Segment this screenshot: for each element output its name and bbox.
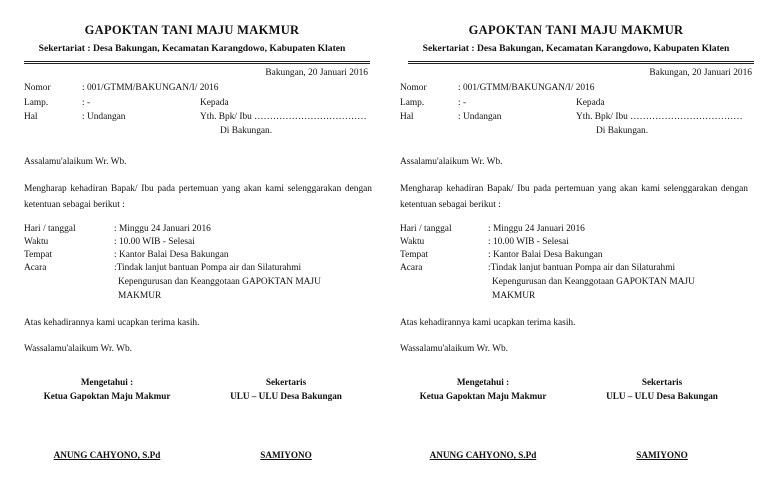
thanks-text: Atas kehadirannya kami ucapkan terima kasih. — [24, 318, 200, 328]
sign-left-role: Ketua Gapoktan Maju Makmur — [43, 391, 171, 401]
waktu-label: Waktu — [24, 237, 49, 247]
hal-label: Hal — [400, 112, 414, 122]
lamp-label: Lamp. — [400, 98, 425, 108]
nomor-label: Nomor — [400, 83, 427, 93]
header-rule — [24, 61, 370, 62]
org-name: GAPOKTAN TANI MAJU MAKMUR — [468, 23, 684, 37]
sign-left-role: Ketua Gapoktan Maju Makmur — [419, 391, 547, 401]
sign-left-name: ANUNG CAHYONO, S.Pd — [429, 450, 537, 460]
waktu-value: : 10.00 WIB - Selesai — [114, 237, 195, 247]
acara-value-line-2: Kepengurusan dan Keanggotaan GAPOKTAN MAJU — [118, 277, 321, 287]
header-rule — [408, 61, 754, 62]
letter-date: Bakungan, 20 Januari 2016 — [265, 68, 368, 78]
hari-label: Hari / tanggal — [400, 224, 452, 234]
tempat-label: Tempat — [400, 250, 428, 260]
acara-value-line-3: MAKMUR — [118, 291, 162, 301]
sign-right-name: SAMIYONO — [636, 450, 688, 460]
hari-label: Hari / tanggal — [24, 224, 76, 234]
invitation-letter-right — [384, 0, 768, 501]
acara-value-line-1: :Tindak lanjut bantuan Pompa air dan Silaturahmi — [114, 263, 302, 273]
sign-right-name: SAMIYONO — [260, 450, 312, 460]
sign-right-title: Sekertaris — [265, 377, 307, 387]
sign-left-title: Mengetahui : — [456, 377, 510, 387]
lamp-label: Lamp. — [24, 98, 49, 108]
tempat-value: : Kantor Balai Desa Bakungan — [488, 250, 603, 260]
nomor-value: : 001/GTMM/BAKUNGAN/I/ 2016 — [458, 83, 595, 93]
acara-label: Acara — [24, 263, 47, 273]
letter-date: Bakungan, 20 Januari 2016 — [649, 68, 752, 78]
closing-text: Wassalamu'alaikum Wr. Wb. — [24, 344, 132, 354]
sign-right-title: Sekertaris — [641, 377, 683, 387]
hal-value: : Undangan — [458, 112, 502, 122]
sign-right-role: ULU – ULU Desa Bakungan — [606, 391, 718, 401]
recipient-line: Yth. Bpk/ Ibu ……………………………… — [576, 112, 743, 122]
recipient-place: Di Bakungan. — [220, 126, 273, 136]
thanks-text: Atas kehadirannya kami ucapkan terima kasih. — [400, 318, 576, 328]
body-paragraph: Mengharap kehadiran Bapak/ Ibu pada pertemuan yang akan kami selenggarakan dengan ketentuan sebagai berikut : — [400, 184, 748, 210]
header-rule — [408, 63, 754, 64]
acara-value-line-1: :Tindak lanjut bantuan Pompa air dan Silaturahmi — [488, 263, 676, 273]
sign-left-title: Mengetahui : — [80, 377, 134, 387]
body-paragraph: Mengharap kehadiran Bapak/ Ibu pada pertemuan yang akan kami selenggarakan dengan ketentuan sebagai berikut : — [24, 184, 372, 210]
nomor-label: Nomor — [24, 83, 51, 93]
hari-value: : Minggu 24 Januari 2016 — [488, 224, 585, 234]
greeting: Assalamu'alaikum Wr. Wb. — [400, 157, 503, 167]
secretariat-address: Sekertariat : Desa Bakungan, Kecamatan Karangdowo, Kabupaten Klaten — [422, 43, 730, 54]
lamp-value: : - — [458, 98, 467, 108]
lamp-value: : - — [82, 98, 91, 108]
header-rule — [24, 63, 370, 64]
kepada-text: Kepada — [200, 98, 229, 108]
hal-value: : Undangan — [82, 112, 126, 122]
acara-value-line-2: Kepengurusan dan Keanggotaan GAPOKTAN MAJU — [492, 277, 695, 287]
sign-right-role: ULU – ULU Desa Bakungan — [230, 391, 342, 401]
acara-label: Acara — [400, 263, 423, 273]
closing-text: Wassalamu'alaikum Wr. Wb. — [400, 344, 508, 354]
secretariat-address: Sekertariat : Desa Bakungan, Kecamatan Karangdowo, Kabupaten Klaten — [38, 43, 346, 54]
nomor-value: : 001/GTMM/BAKUNGAN/I/ 2016 — [82, 83, 219, 93]
waktu-label: Waktu — [400, 237, 425, 247]
recipient-line: Yth. Bpk/ Ibu ……………………………… — [200, 112, 367, 122]
kepada-text: Kepada — [576, 98, 605, 108]
hal-label: Hal — [24, 112, 38, 122]
tempat-value: : Kantor Balai Desa Bakungan — [114, 250, 229, 260]
tempat-label: Tempat — [24, 250, 52, 260]
acara-value-line-3: MAKMUR — [492, 291, 536, 301]
sign-left-name: ANUNG CAHYONO, S.Pd — [53, 450, 161, 460]
waktu-value: : 10.00 WIB - Selesai — [488, 237, 569, 247]
recipient-place: Di Bakungan. — [596, 126, 649, 136]
hari-value: : Minggu 24 Januari 2016 — [114, 224, 211, 234]
greeting: Assalamu'alaikum Wr. Wb. — [24, 157, 127, 167]
org-name: GAPOKTAN TANI MAJU MAKMUR — [84, 23, 300, 37]
